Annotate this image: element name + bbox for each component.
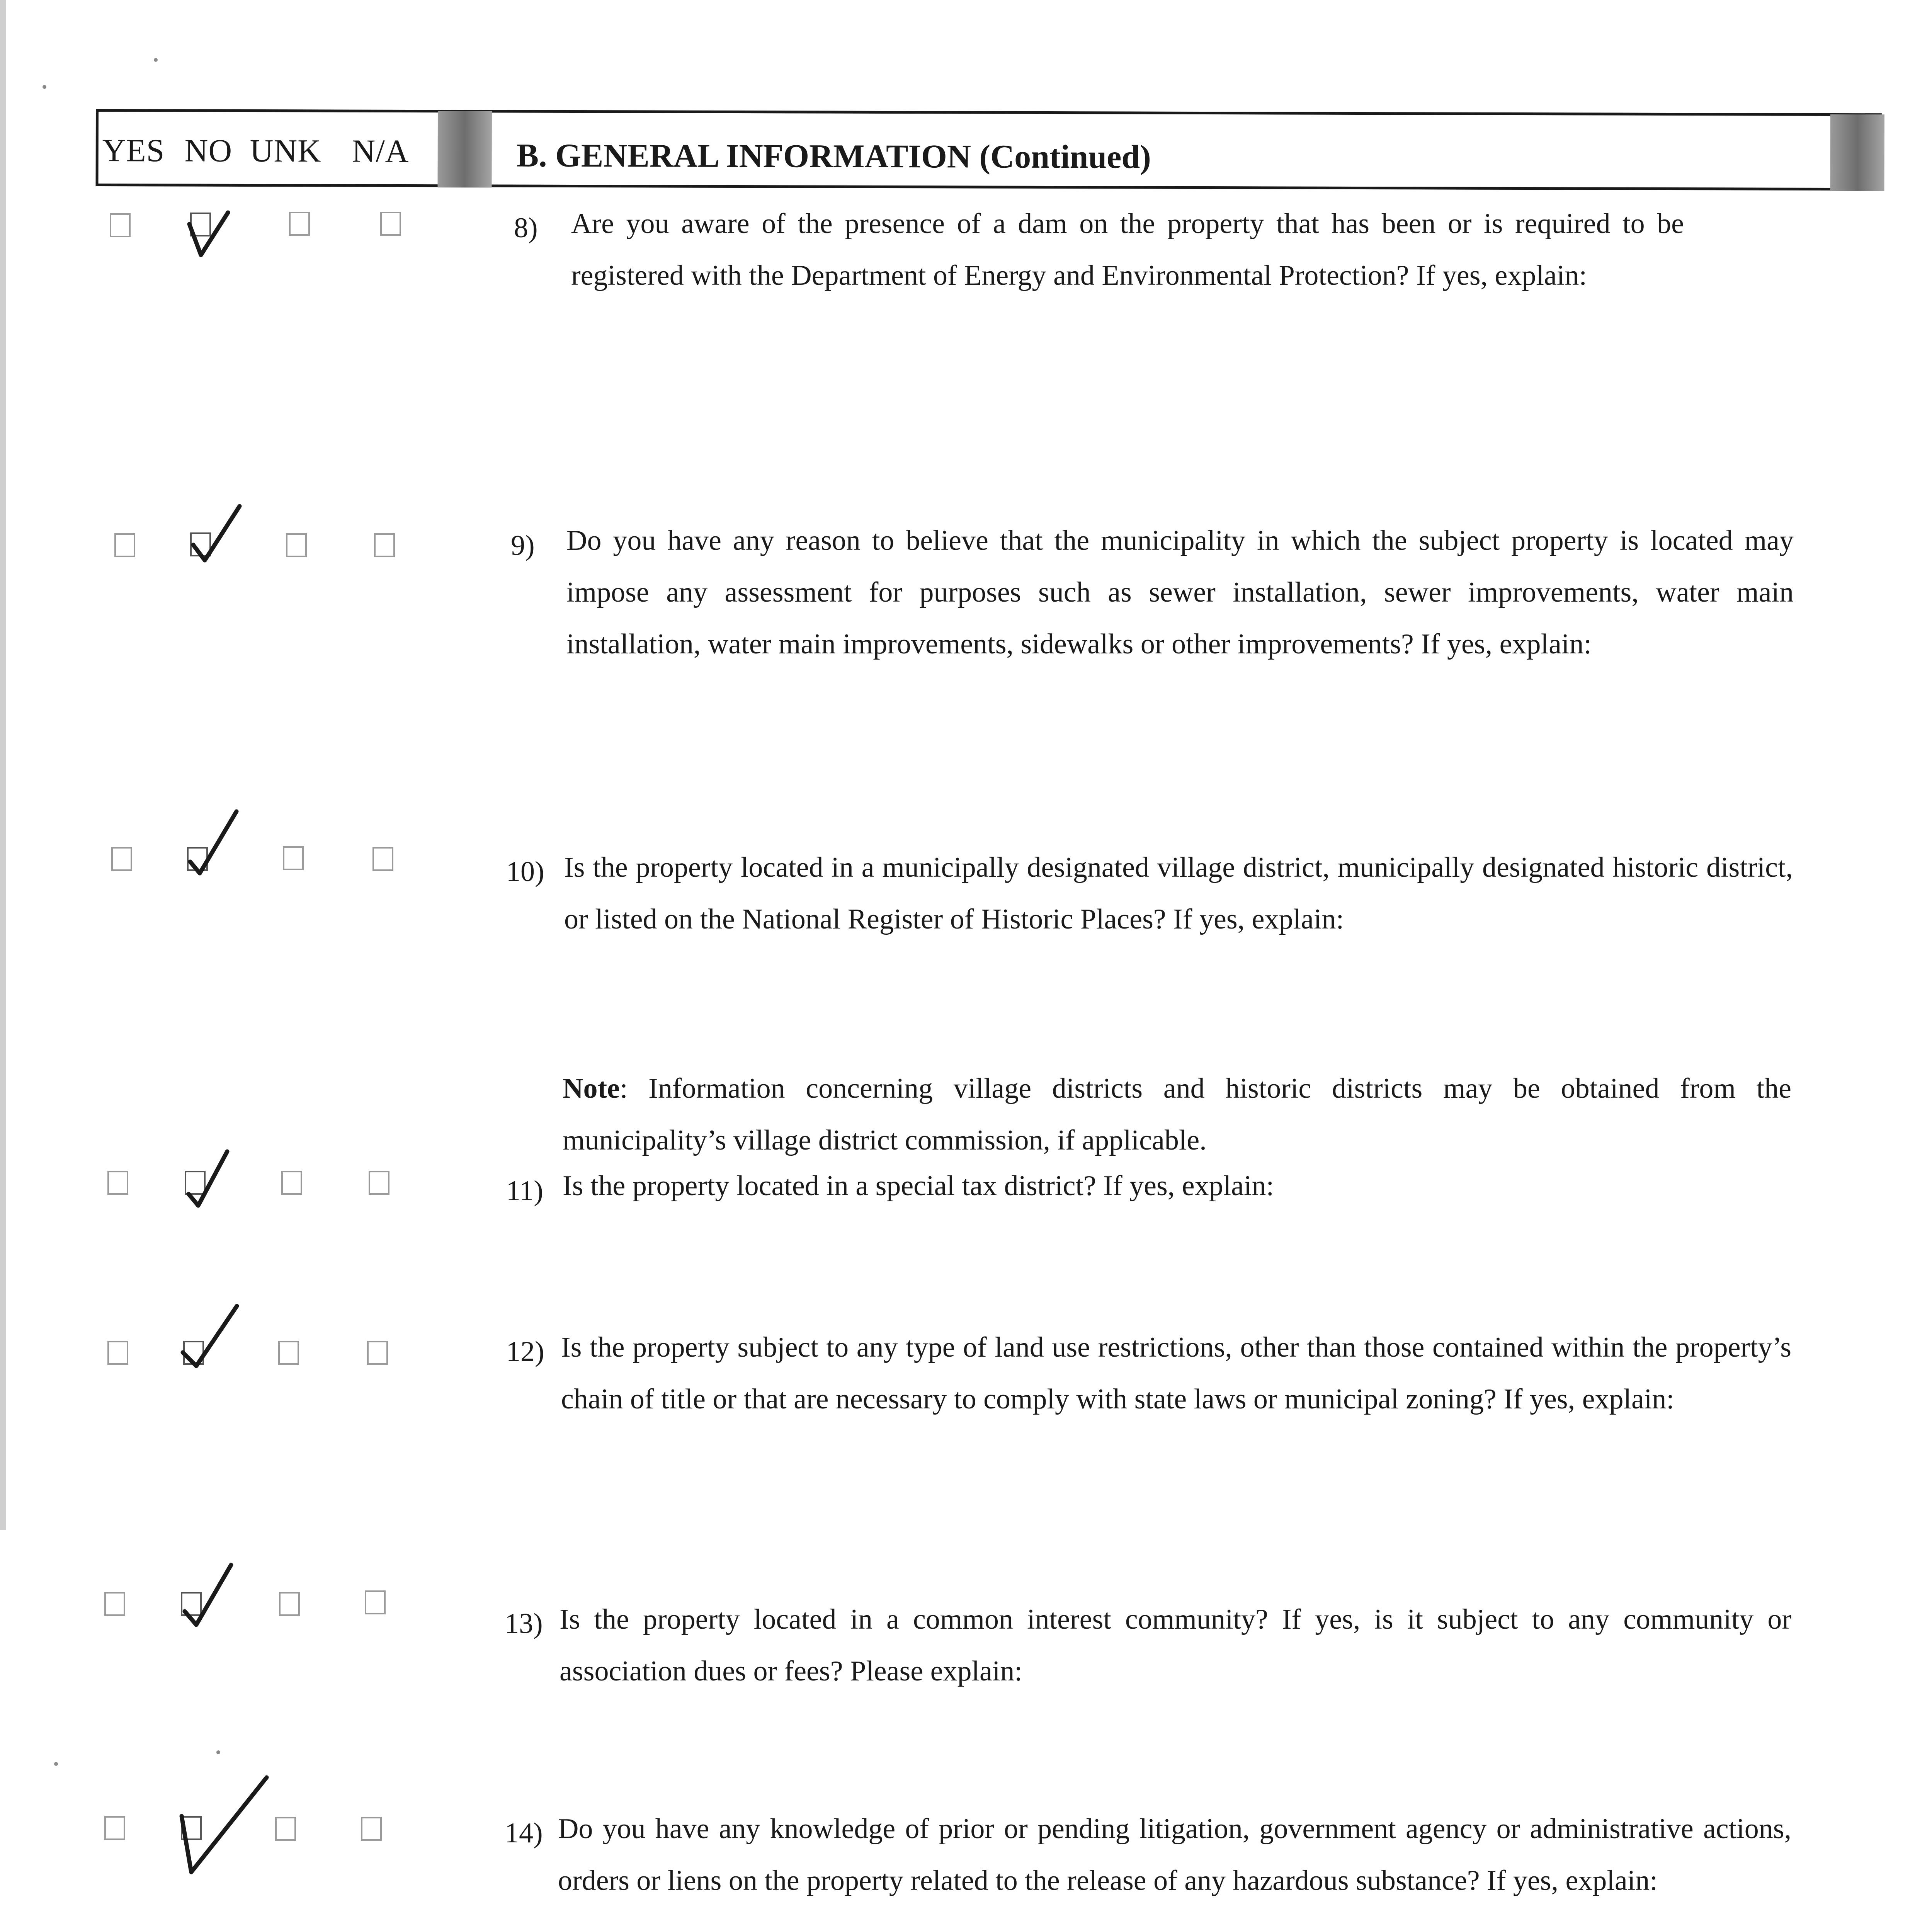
column-na: N/A <box>352 133 409 169</box>
answer-checkboxes <box>0 529 425 576</box>
handwritten-checkmark-icon <box>173 1553 258 1638</box>
checkbox-unk[interactable] <box>283 846 304 870</box>
question-text: Is the property located in a common interest community? If yes, is it subject to any community or association dues or fees? Please explain: <box>560 1604 1791 1687</box>
checkbox-yes[interactable] <box>110 213 131 237</box>
section-title: B. GENERAL INFORMATION (Continued) <box>516 136 1151 175</box>
checkbox-na[interactable] <box>372 847 393 871</box>
question-text: Do you have any knowledge of prior or pending litigation, government agency or administrative actions, orders or liens on the property related to the release of any hazardous substance? If yes, explain: <box>558 1813 1791 1896</box>
checkbox-unk[interactable] <box>278 1341 299 1365</box>
note-label: Note <box>563 1073 620 1104</box>
checkbox-yes[interactable] <box>107 1341 128 1365</box>
question-number: 14) <box>505 1817 543 1849</box>
handwritten-checkmark-icon <box>182 491 267 576</box>
scan-speck <box>154 58 158 62</box>
question-text: Are you aware of the presence of a dam on the property that has been or is required to be registered with the Department of Energy and Environmental Protection? If yes, explain: <box>571 208 1684 291</box>
checkbox-unk[interactable] <box>275 1817 296 1841</box>
checkbox-na[interactable] <box>374 533 395 557</box>
handwritten-checkmark-icon <box>174 1774 274 1889</box>
checkbox-na[interactable] <box>380 212 401 236</box>
question-number: 12) <box>506 1336 544 1367</box>
checkbox-unk[interactable] <box>286 533 307 557</box>
checkbox-yes[interactable] <box>111 847 132 871</box>
checkbox-na[interactable] <box>361 1817 382 1841</box>
checkbox-yes[interactable] <box>107 1171 128 1195</box>
answer-checkboxes <box>0 1171 425 1217</box>
column-yes: YES <box>102 133 165 169</box>
checkbox-yes[interactable] <box>114 533 135 557</box>
handwritten-checkmark-icon <box>177 1136 262 1221</box>
question-number: 10) <box>506 856 544 888</box>
question-number: 9) <box>511 530 535 561</box>
question-text: Is the property located in a special tax district? If yes, explain: <box>563 1170 1274 1202</box>
scan-speck <box>216 1750 220 1754</box>
checkbox-unk[interactable] <box>279 1592 300 1616</box>
checkbox-unk[interactable] <box>289 212 310 236</box>
answer-checkboxes <box>0 1592 425 1638</box>
handwritten-checkmark-icon <box>173 1294 258 1379</box>
header-shade-left <box>438 111 492 187</box>
scan-speck <box>54 1762 58 1766</box>
column-no: NO <box>184 133 233 169</box>
question-number: 8) <box>514 212 538 244</box>
scan-speck <box>43 85 46 89</box>
answer-checkboxes <box>0 1341 425 1387</box>
header-shade-right <box>1830 114 1884 191</box>
checkbox-unk[interactable] <box>281 1171 302 1195</box>
checkbox-na[interactable] <box>365 1590 386 1614</box>
column-unk: UNK <box>250 133 321 169</box>
note-text <box>563 1063 1791 1166</box>
checkbox-yes[interactable] <box>104 1816 125 1840</box>
note-body: : Information concerning village districts and historic districts may be obtained from the municipality’s village district commission, if applicable. <box>563 1073 1791 1156</box>
answer-checkboxes <box>0 842 425 889</box>
checkbox-na[interactable] <box>369 1171 389 1195</box>
question-text: Is the property located in a municipally designated village district, municipally designated historic district, or listed on the National Register of Historic Places? If yes, explain: <box>564 852 1793 935</box>
checkbox-na[interactable] <box>367 1341 388 1365</box>
handwritten-checkmark-icon <box>182 197 267 282</box>
handwritten-checkmark-icon <box>179 800 264 885</box>
answer-checkboxes <box>0 209 425 255</box>
answer-checkboxes <box>0 1816 425 1862</box>
question-text: Do you have any reason to believe that the municipality in which the subject property is located may impose any assessment for purposes such as sewer installation, sewer improvements, water main installation, water main improvements, sidewalks or other improvements? If yes, explain: <box>566 525 1794 660</box>
checkbox-yes[interactable] <box>104 1592 125 1616</box>
section-header <box>96 109 1882 190</box>
question-number: 11) <box>506 1175 543 1207</box>
question-number: 13) <box>505 1608 543 1639</box>
question-text: Is the property subject to any type of land use restrictions, other than those contained within the property’s chain of title or that are necessary to comply with state laws or municipal zoning? If yes, explain: <box>561 1332 1791 1415</box>
